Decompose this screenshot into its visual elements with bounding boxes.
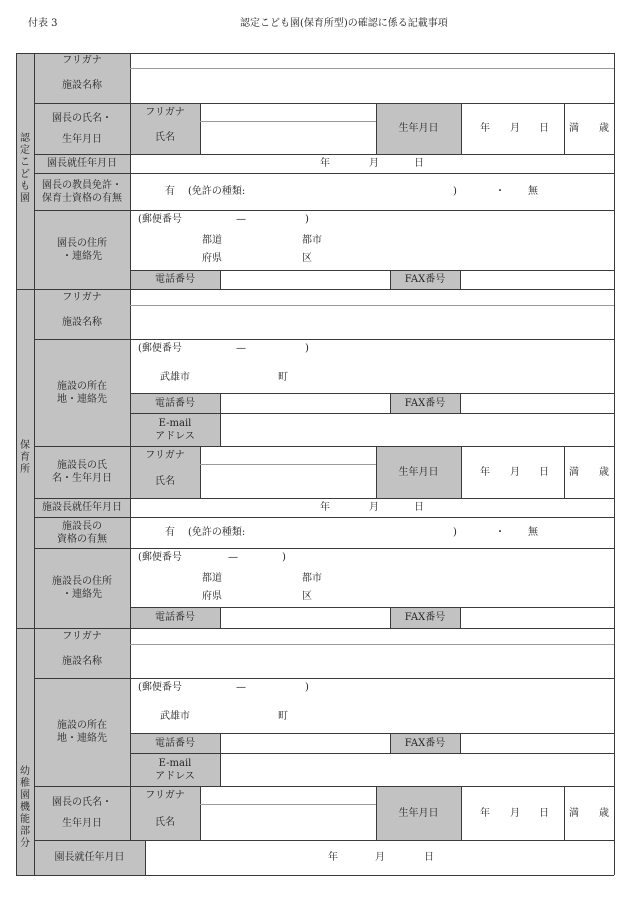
furigana-field[interactable]: [131, 629, 614, 644]
facility-name-field[interactable]: [131, 645, 614, 678]
label-appointed: 園長就任年月日: [54, 852, 125, 863]
label-appointed: 施設長就任年月日: [42, 502, 122, 513]
label-director: 園長の氏名・ 生年月日: [52, 112, 112, 145]
label-email: E-mail アドレス: [155, 757, 195, 782]
label-head-address: 施設長の住所 ・連絡先: [52, 576, 112, 600]
director-name-field[interactable]: [201, 122, 376, 154]
head-name-field[interactable]: [201, 465, 376, 498]
label-furigana: フリガナ: [62, 291, 102, 303]
label-name: 氏名: [155, 475, 175, 487]
label-head: 施設長の氏 名・生年月日: [52, 460, 112, 484]
label-phone: 電話番号: [155, 397, 195, 409]
label-phone: 電話番号: [155, 612, 195, 623]
label-phone: 電話番号: [155, 274, 195, 285]
label-location: 施設の所在 地・連絡先: [57, 720, 107, 744]
label-fax: FAX番号: [404, 737, 446, 749]
label-facility-name: 施設名称: [62, 655, 102, 667]
label-birthdate: 生年月日: [398, 807, 439, 819]
label-birthdate: 生年月日: [398, 123, 439, 134]
label-qualification: 施設長の 資格の有無: [57, 520, 107, 545]
director-furigana-field[interactable]: [201, 104, 376, 121]
label-furigana: フリガナ: [145, 449, 185, 461]
section-label-youchien: 幼 稚 園 機 能 部 分: [20, 766, 30, 849]
label-furigana: フリガナ: [145, 789, 185, 801]
section-label-hoikusho: 保 育 所: [20, 440, 30, 475]
label-email: E-mail アドレス: [155, 417, 195, 442]
facility-name-field[interactable]: [131, 69, 614, 103]
label-birthdate: 生年月日: [398, 466, 439, 478]
label-name: 氏名: [155, 816, 175, 828]
facility-name-field[interactable]: [131, 306, 614, 339]
label-phone: 電話番号: [155, 737, 195, 749]
label-name: 氏名: [155, 132, 175, 143]
director-furigana-field[interactable]: [201, 787, 376, 804]
appendix-label: 付表 3: [28, 18, 58, 29]
label-fax: FAX番号: [404, 612, 446, 623]
label-appointed: 園長就任年月日: [47, 158, 117, 169]
label-license: 園長の教員免許・ 保育士資格の有無: [42, 179, 122, 204]
label-location: 施設の所在 地・連絡先: [57, 380, 107, 405]
form-title: 認定こども園(保育所型)の確認に係る記載事項: [240, 18, 448, 29]
furigana-field[interactable]: [131, 290, 614, 305]
label-facility-name: 施設名称: [62, 80, 102, 91]
label-furigana: フリガナ: [62, 55, 102, 66]
label-director-address: 園長の住所 ・連絡先: [57, 237, 107, 262]
label-facility-name: 施設名称: [62, 316, 102, 328]
section-label-kodomoen: 認 定 こ ど も 園: [20, 133, 30, 204]
director-name-field[interactable]: [201, 805, 376, 840]
label-fax: FAX番号: [404, 274, 446, 285]
head-furigana-field[interactable]: [201, 447, 376, 464]
label-furigana: フリガナ: [62, 630, 102, 642]
label-furigana: フリガナ: [145, 106, 185, 118]
label-fax: FAX番号: [404, 397, 446, 409]
furigana-field[interactable]: [131, 54, 614, 68]
label-director: 園長の氏名・ 生年月日: [52, 797, 112, 829]
